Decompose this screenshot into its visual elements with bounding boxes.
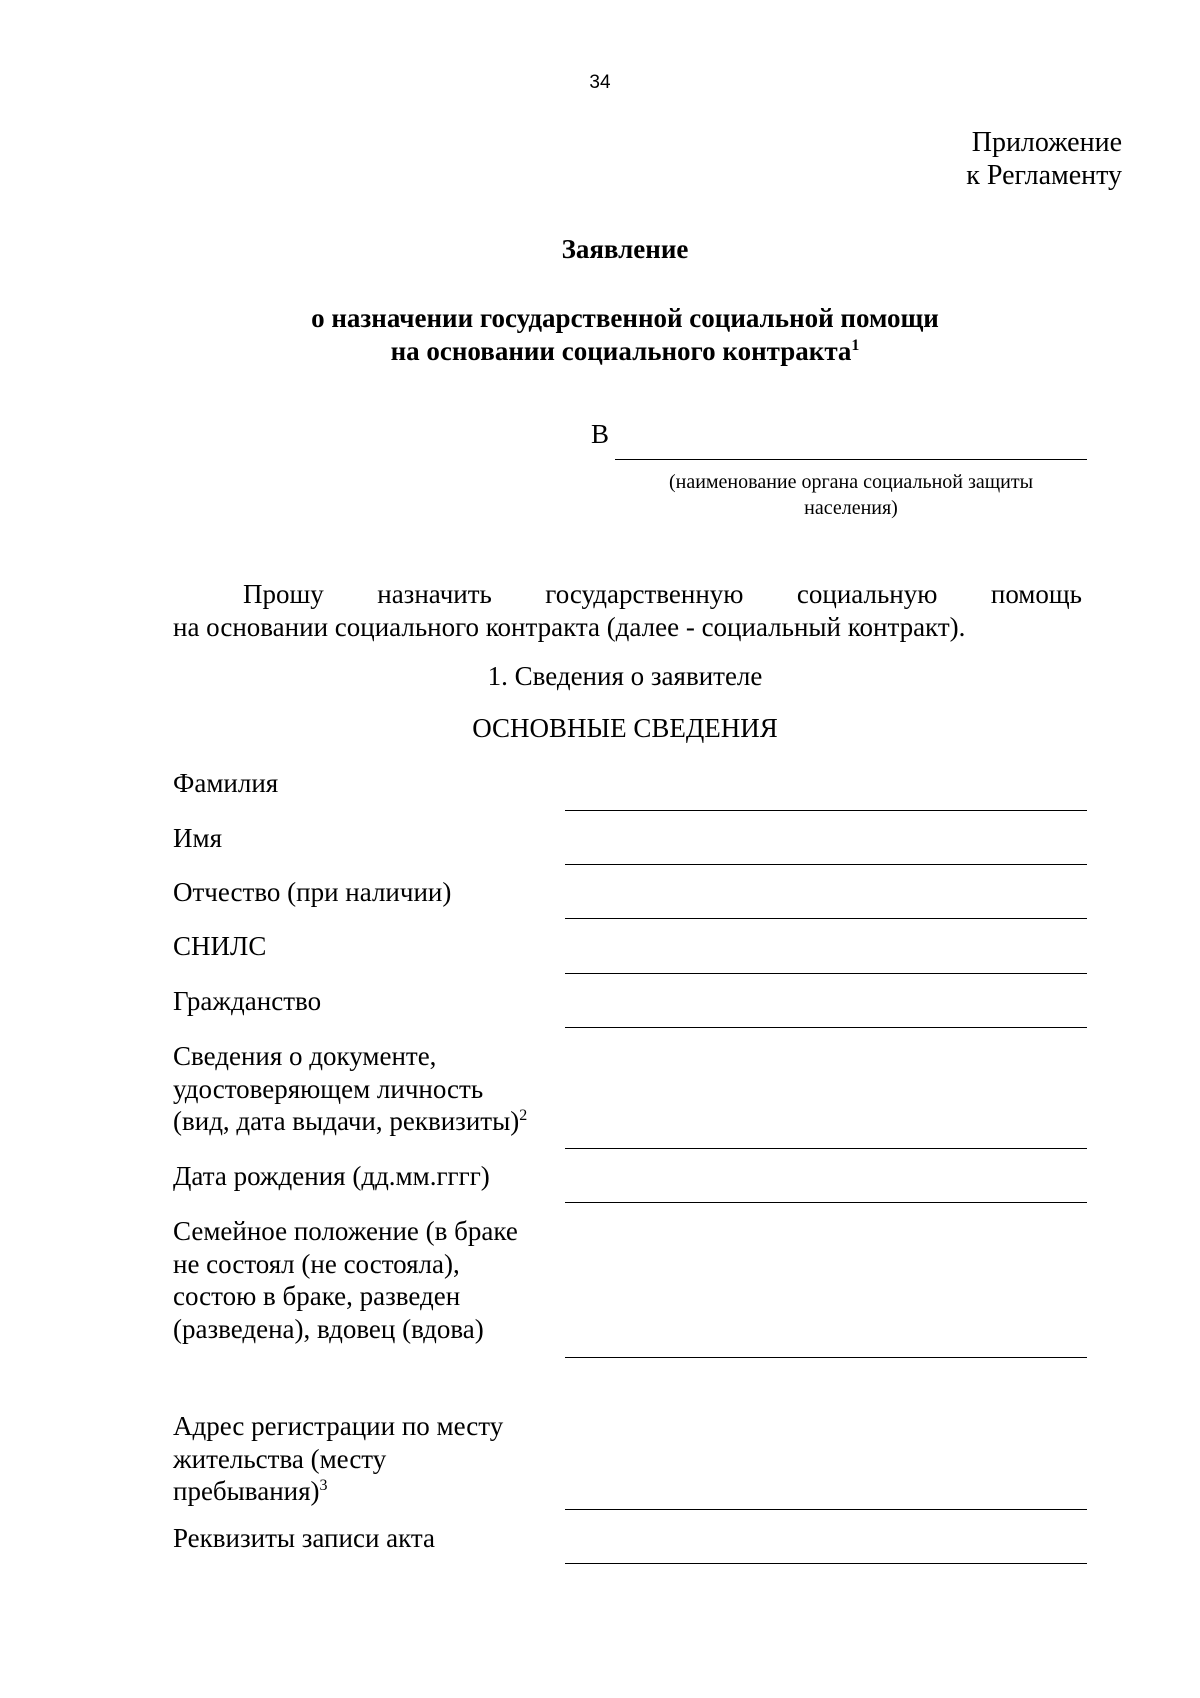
field-label-text: (вид, дата выдачи, реквизиты) (173, 1106, 520, 1136)
marital-status-field[interactable] (565, 1357, 1087, 1358)
field-label-patronymic (173, 876, 573, 909)
field-label-line: удостоверяющем личность (173, 1073, 484, 1104)
request-line-1 (173, 578, 1082, 611)
request-line-2: на основании социального контракта (далее - социальный контракт). (173, 612, 966, 642)
snils-field[interactable] (565, 973, 1087, 974)
field-label-citizenship (173, 985, 573, 1018)
field-label-surname (173, 767, 573, 800)
page-number: 34 (589, 72, 611, 93)
appendix-line-2: к Регламенту (966, 160, 1122, 191)
field-label-line (173, 1105, 573, 1138)
field-label-name (173, 822, 573, 855)
identity-document-field[interactable] (565, 1148, 1087, 1149)
citizenship-field[interactable] (565, 1027, 1087, 1028)
section-heading: 1. Сведения о заявителе (487, 661, 763, 691)
request-word: государственную (545, 579, 744, 609)
addressee-caption (630, 469, 1072, 521)
footnote-ref-3: 3 (319, 1477, 328, 1494)
addressee-field[interactable] (615, 459, 1087, 460)
footnote-ref-1: 1 (851, 337, 860, 354)
request-word: назначить (377, 579, 492, 609)
field-label-registration-address (173, 1410, 573, 1508)
field-label-line: СНИЛС (173, 931, 267, 961)
field-label-line: (разведена), вдовец (вдова) (173, 1313, 484, 1344)
field-label-snils (173, 930, 573, 963)
appendix-note (966, 126, 1122, 192)
request-word: Прошу (243, 579, 324, 609)
field-label-line: Дата рождения (дд.мм.гггг) (173, 1161, 490, 1191)
field-label-line: Семейное положение (в браке (173, 1216, 518, 1246)
field-label-line (173, 1475, 573, 1508)
subtitle-line-2-text: на основании социального контракта (390, 336, 852, 366)
field-label-text: пребывания) (173, 1476, 320, 1506)
footnote-ref-2: 2 (519, 1107, 528, 1124)
field-label-line: не состоял (не состояла), (173, 1248, 460, 1279)
field-label-line: Отчество (при наличии) (173, 877, 452, 907)
surname-field[interactable] (565, 810, 1087, 811)
birth-date-field[interactable] (565, 1202, 1087, 1203)
request-word: помощь (990, 579, 1082, 609)
field-label-line: состою в браке, разведен (173, 1281, 461, 1311)
field-label-marital-status (173, 1215, 573, 1345)
subsection-heading: ОСНОВНЫЕ СВЕДЕНИЯ (472, 713, 778, 743)
subtitle-line-2 (0, 335, 1200, 368)
act-record-field[interactable] (565, 1563, 1087, 1564)
addressee-caption-line-2: населения) (804, 497, 898, 519)
name-field[interactable] (565, 864, 1087, 865)
field-label-identity-document (173, 1040, 573, 1138)
subtitle-line-1: о назначении государственной социальной помощи (311, 303, 939, 333)
request-word: социальную (796, 579, 938, 609)
field-label-line: жительства (месту (173, 1443, 387, 1474)
registration-address-field[interactable] (565, 1509, 1087, 1510)
field-label-line: Адрес регистрации по месту (173, 1411, 504, 1441)
field-label-line: Гражданство (173, 986, 322, 1016)
addressee-caption-line-1: (наименование органа социальной защиты (668, 471, 1034, 493)
addressee-prefix: В (591, 419, 610, 449)
field-label-line: Фамилия (173, 768, 279, 798)
field-label-line: Реквизиты записи акта (173, 1523, 435, 1553)
request-paragraph (173, 578, 1082, 644)
field-label-birth-date (173, 1160, 573, 1193)
document-subtitle (0, 302, 1200, 368)
field-label-act-record (173, 1522, 573, 1555)
patronymic-field[interactable] (565, 918, 1087, 919)
field-label-line: Имя (173, 823, 223, 853)
appendix-line-1: Приложение (971, 127, 1122, 158)
field-label-line: Сведения о документе, (173, 1041, 437, 1071)
document-title: Заявление (561, 234, 689, 264)
